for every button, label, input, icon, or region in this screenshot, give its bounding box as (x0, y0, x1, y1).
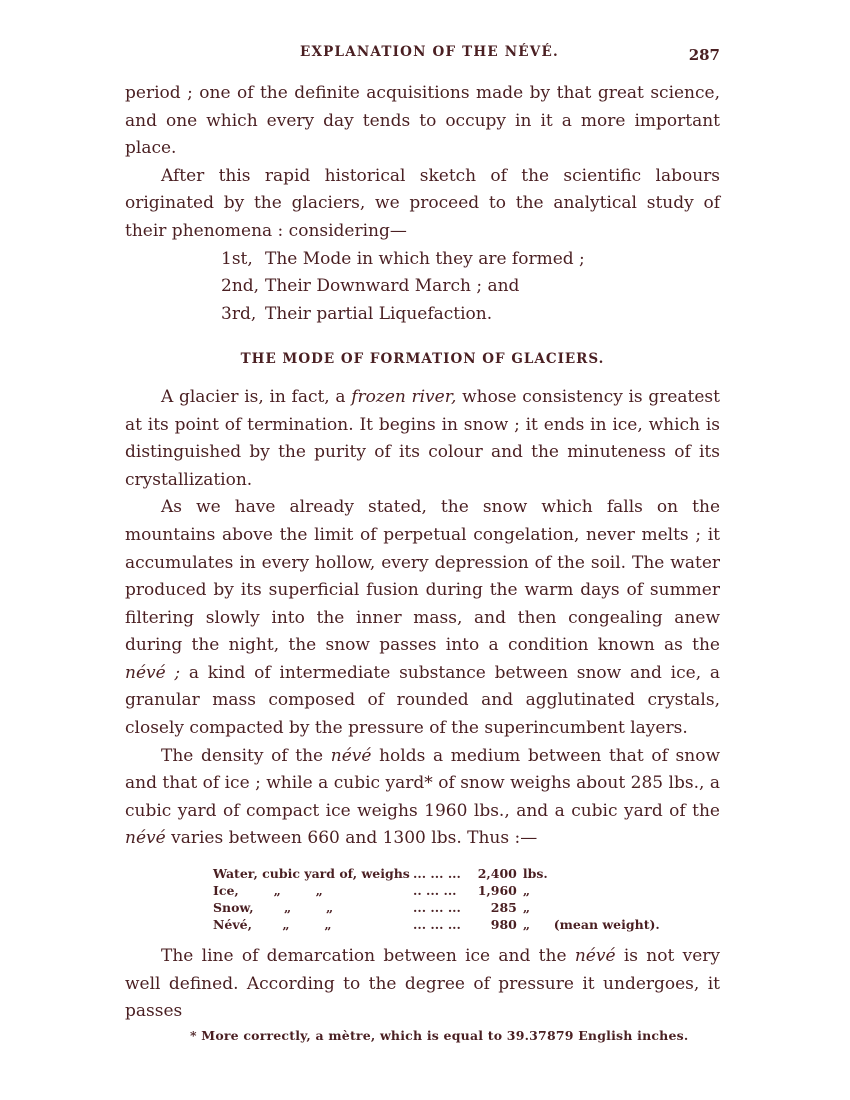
footnote: * More correctly, a mètre, which is equal to 39.37879 English inches. (190, 1028, 689, 1043)
list-item (221, 273, 720, 301)
substance-cell: Snow, „ „ (213, 900, 334, 916)
amount-cell: 1,960 (477, 883, 517, 899)
list-text: Their partial Liquefaction. (265, 303, 493, 324)
paragraph-demarcation (125, 943, 720, 1026)
note-cell (548, 865, 660, 882)
text-run: a kind of intermediate substance between snow and ice, a granular mass composed of rounded and agglutinated crystals, closely compacted by the pressure of the superincumbent layers. (125, 662, 720, 739)
text-run: is not very well defined. According to the degree of pressure it undergoes, it passes (125, 946, 720, 1022)
leader-dots: ... ... ... (413, 866, 461, 882)
text-run: whose consistency is greatest at its point of termination. It begins in snow ; it ends in ice, which is distinguished by the purity of its colour and the minuteness of its crystallization. (125, 386, 720, 490)
page-header (0, 42, 850, 66)
amount-cell: 2,400 (477, 866, 517, 882)
leader-dots: ... ... ... (413, 900, 461, 916)
unit-cell: „ (522, 900, 531, 916)
text-run: varies between 660 and 1300 lbs. Thus :— (165, 828, 538, 849)
unit-cell: lbs. (522, 866, 548, 882)
list-item (221, 246, 720, 274)
body-text (125, 80, 720, 1026)
leader-dots: .. ... ... (413, 883, 457, 899)
text-run: As we have already stated, the snow which falls on the mountains above the limit of perpetual congelation, never melts ; it accumulates in every hollow, every depression of the soil. The water produced by its superficial fusion during the warm days of summer filtering slowly into the inner mass, and then congealing anew during the night, the snow passes into a condition known as the (125, 497, 720, 656)
substance-cell: Névé, „ „ (213, 917, 332, 933)
substance-cell: Water, cubic yard of, weighs (213, 866, 410, 882)
list-number: 1st, (221, 248, 253, 269)
substance-cell: Ice, „ „ (213, 883, 323, 899)
paragraph-historical-sketch: After this rapid historical sketch of the scientific labours originated by the glaciers, we proceed to the analytical study of their phenomena : considering— (125, 165, 720, 241)
unit-cell: „ (522, 883, 531, 899)
italic-term: névé (330, 745, 372, 766)
text-run: The line of demarcation between ice and the (161, 946, 575, 967)
list-text: Their Downward March ; and (265, 276, 520, 297)
list-number: 2nd, (221, 276, 260, 297)
paragraph-neve-formation (125, 494, 720, 742)
table-row (213, 882, 660, 899)
list-text: The Mode in which they are formed ; (265, 248, 585, 269)
paragraph-density (125, 743, 720, 853)
note-cell (548, 882, 660, 899)
text-run: The density of the (161, 745, 331, 766)
page-number: 287 (688, 46, 720, 64)
note-cell (548, 899, 660, 916)
paragraph-glacier-definition (125, 384, 720, 494)
paragraph-continuation: period ; one of the definite acquisitions made by that great science, and one which every day tends to occupy in it a more important place. (125, 83, 720, 159)
table-row (213, 865, 660, 882)
unit-cell: „ (522, 917, 531, 933)
list-number: 3rd, (221, 303, 257, 324)
list-item (221, 301, 720, 329)
note-cell: (mean weight). (553, 917, 660, 933)
italic-term: névé (125, 828, 166, 849)
italic-term: névé (574, 946, 616, 967)
text-run: holds a medium between that of snow and that of ice ; while a cubic yard* of snow weighs about 285 lbs., a cubic yard of compact ice weighs 1960 lbs., and a cubic yard of the (125, 745, 720, 821)
leader-dots: ... ... ... (413, 917, 461, 933)
section-heading: THE MODE OF FORMATION OF GLACIERS. (240, 351, 605, 368)
amount-cell: 285 (490, 900, 517, 916)
topic-list (221, 246, 720, 329)
amount-cell: 980 (490, 917, 517, 933)
italic-term: névé ; (125, 662, 181, 683)
table-row (213, 899, 660, 916)
running-title: EXPLANATION OF THE NÉVÉ. (300, 44, 559, 60)
table-row (213, 916, 660, 933)
text-run: A glacier is, in fact, a (161, 386, 352, 407)
density-table (213, 865, 660, 933)
italic-term: frozen river, (351, 386, 457, 407)
